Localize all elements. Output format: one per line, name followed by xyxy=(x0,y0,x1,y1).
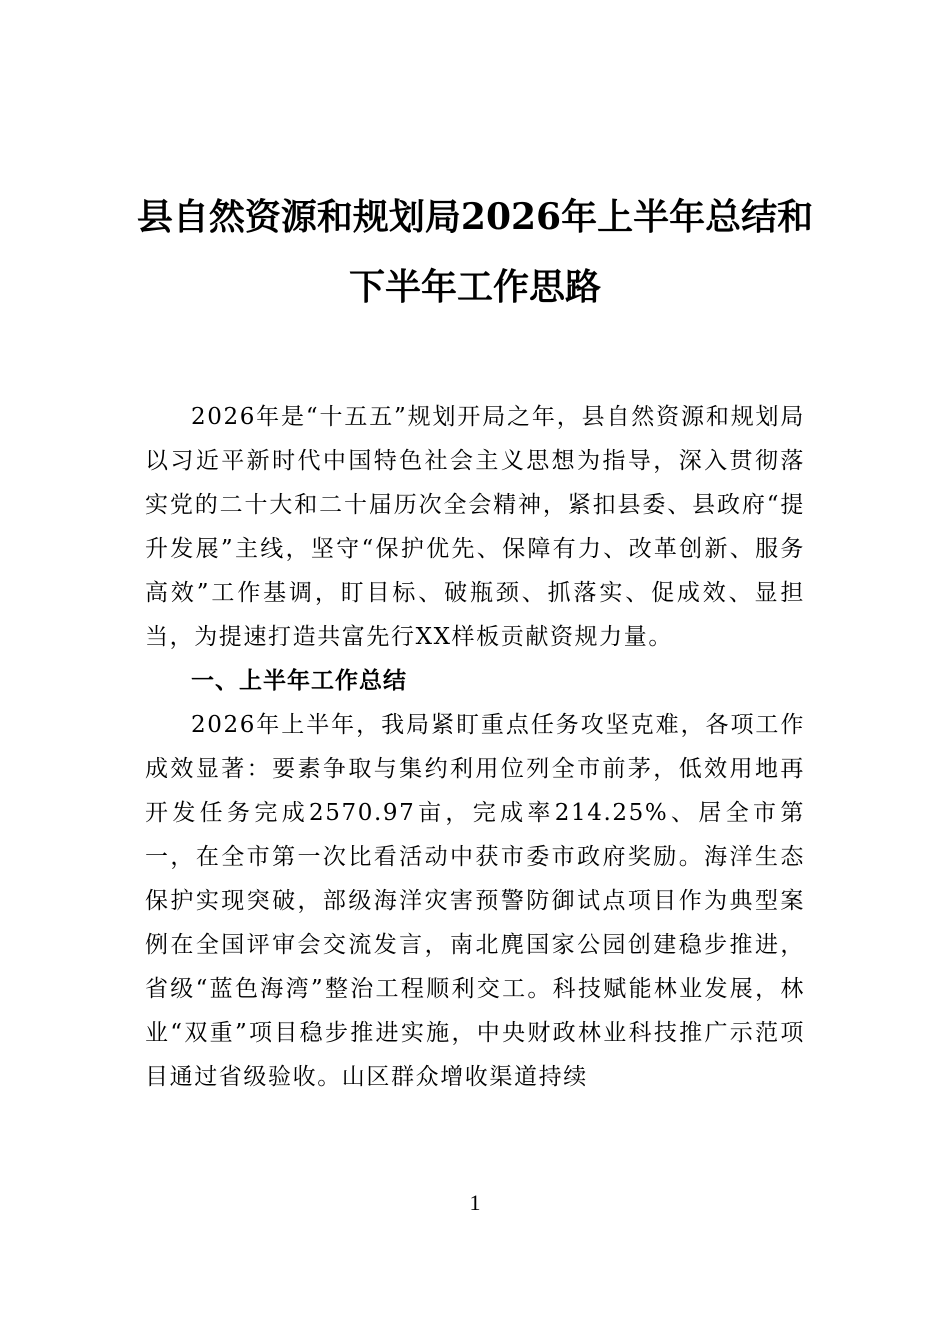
section-heading: 一、上半年工作总结 xyxy=(191,668,407,694)
document-body xyxy=(145,395,805,1099)
intro-paragraph: 2026年是“十五五”规划开局之年，县自然资源和规划局以习近平新时代中国特色社会主义思想为指导，深入贯彻落实党的二十大和二十届历次全会精神，紧扣县委、县政府“提升发展”主线，坚守“保护优先、保障有力、改革创新、服务高效”工作基调，盯目标、破瓶颈、抓落实、促成效、显担当，为提速打造共富先行XX样板贡献资规力量。 xyxy=(145,404,805,650)
page-number: 1 xyxy=(469,1190,481,1215)
section-paragraph: 2026年上半年，我局紧盯重点任务攻坚克难，各项工作成效显著：要素争取与集约利用位列全市前茅，低效用地再开发任务完成2570.97亩，完成率214.25%、居全市第一，在全市第一次比看活动中获市委市政府奖励。海洋生态保护实现突破，部级海洋灾害预警防御试点项目作为典型案例在全国评审会交流发言，南北麂国家公园创建稳步推进，省级“蓝色海湾”整治工程顺利交工。科技赋能林业发展，林业“双重”项目稳步推进实施，中央财政林业科技推广示范项目通过省级验收。山区群众增收渠道持续 xyxy=(145,712,805,1090)
document-title-line-1: 县自然资源和规划局2026年上半年总结和 xyxy=(136,196,814,238)
document-title-line-2: 下半年工作思路 xyxy=(348,266,601,308)
